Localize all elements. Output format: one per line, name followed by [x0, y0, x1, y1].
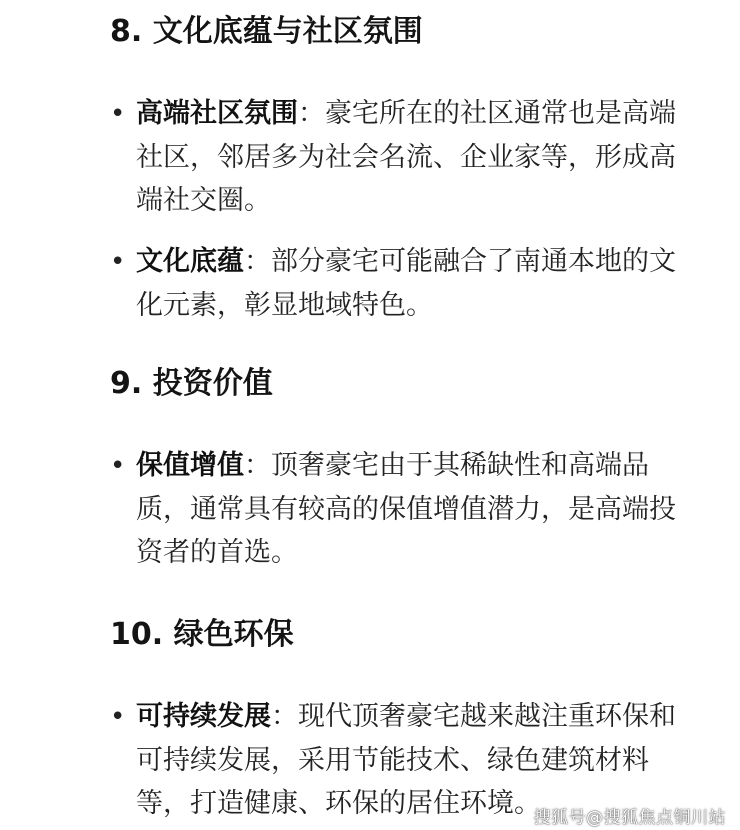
list-item-text: [136, 240, 696, 327]
section-heading: 10. 绿色环保: [110, 617, 294, 652]
list-item-body: 豪宅所在的社区通常也是高端社区，邻居多为社会名流、企业家等，形成高端社交圈。: [136, 98, 676, 216]
list-item-separator: ：: [244, 450, 271, 481]
bullet-icon: •: [110, 247, 126, 277]
list-item-term: 保值增值: [136, 450, 244, 481]
list-item-separator: ：: [271, 701, 298, 732]
bullet-icon: •: [110, 99, 126, 129]
list-item-body: 现代顶奢豪宅越来越注重环保和可持续发展，采用节能技术、绿色建筑材料等，打造健康、环保的居住环境。: [136, 701, 676, 819]
bullet-icon: •: [110, 702, 126, 732]
list-item-text: [136, 92, 696, 223]
list-item-term: 文化底蕴: [136, 246, 244, 277]
section-heading: 9. 投资价值: [110, 366, 273, 401]
list-item-term: 高端社区氛围: [136, 98, 298, 129]
bullet-icon: •: [110, 451, 126, 481]
list-item-separator: ：: [298, 98, 325, 129]
section-heading: 8. 文化底蕴与社区氛围: [110, 14, 423, 49]
list-item-separator: ：: [244, 246, 271, 277]
list-item-text: [136, 444, 696, 575]
list-item-term: 可持续发展: [136, 701, 271, 732]
list-item-body: 顶奢豪宅由于其稀缺性和高端品质，通常具有较高的保值增值潜力，是高端投资者的首选。: [136, 450, 676, 568]
list-item-body: 部分豪宅可能融合了南通本地的文化元素，彰显地域特色。: [136, 246, 676, 321]
watermark: 搜狐号@搜狐焦点铜川站: [533, 808, 726, 828]
